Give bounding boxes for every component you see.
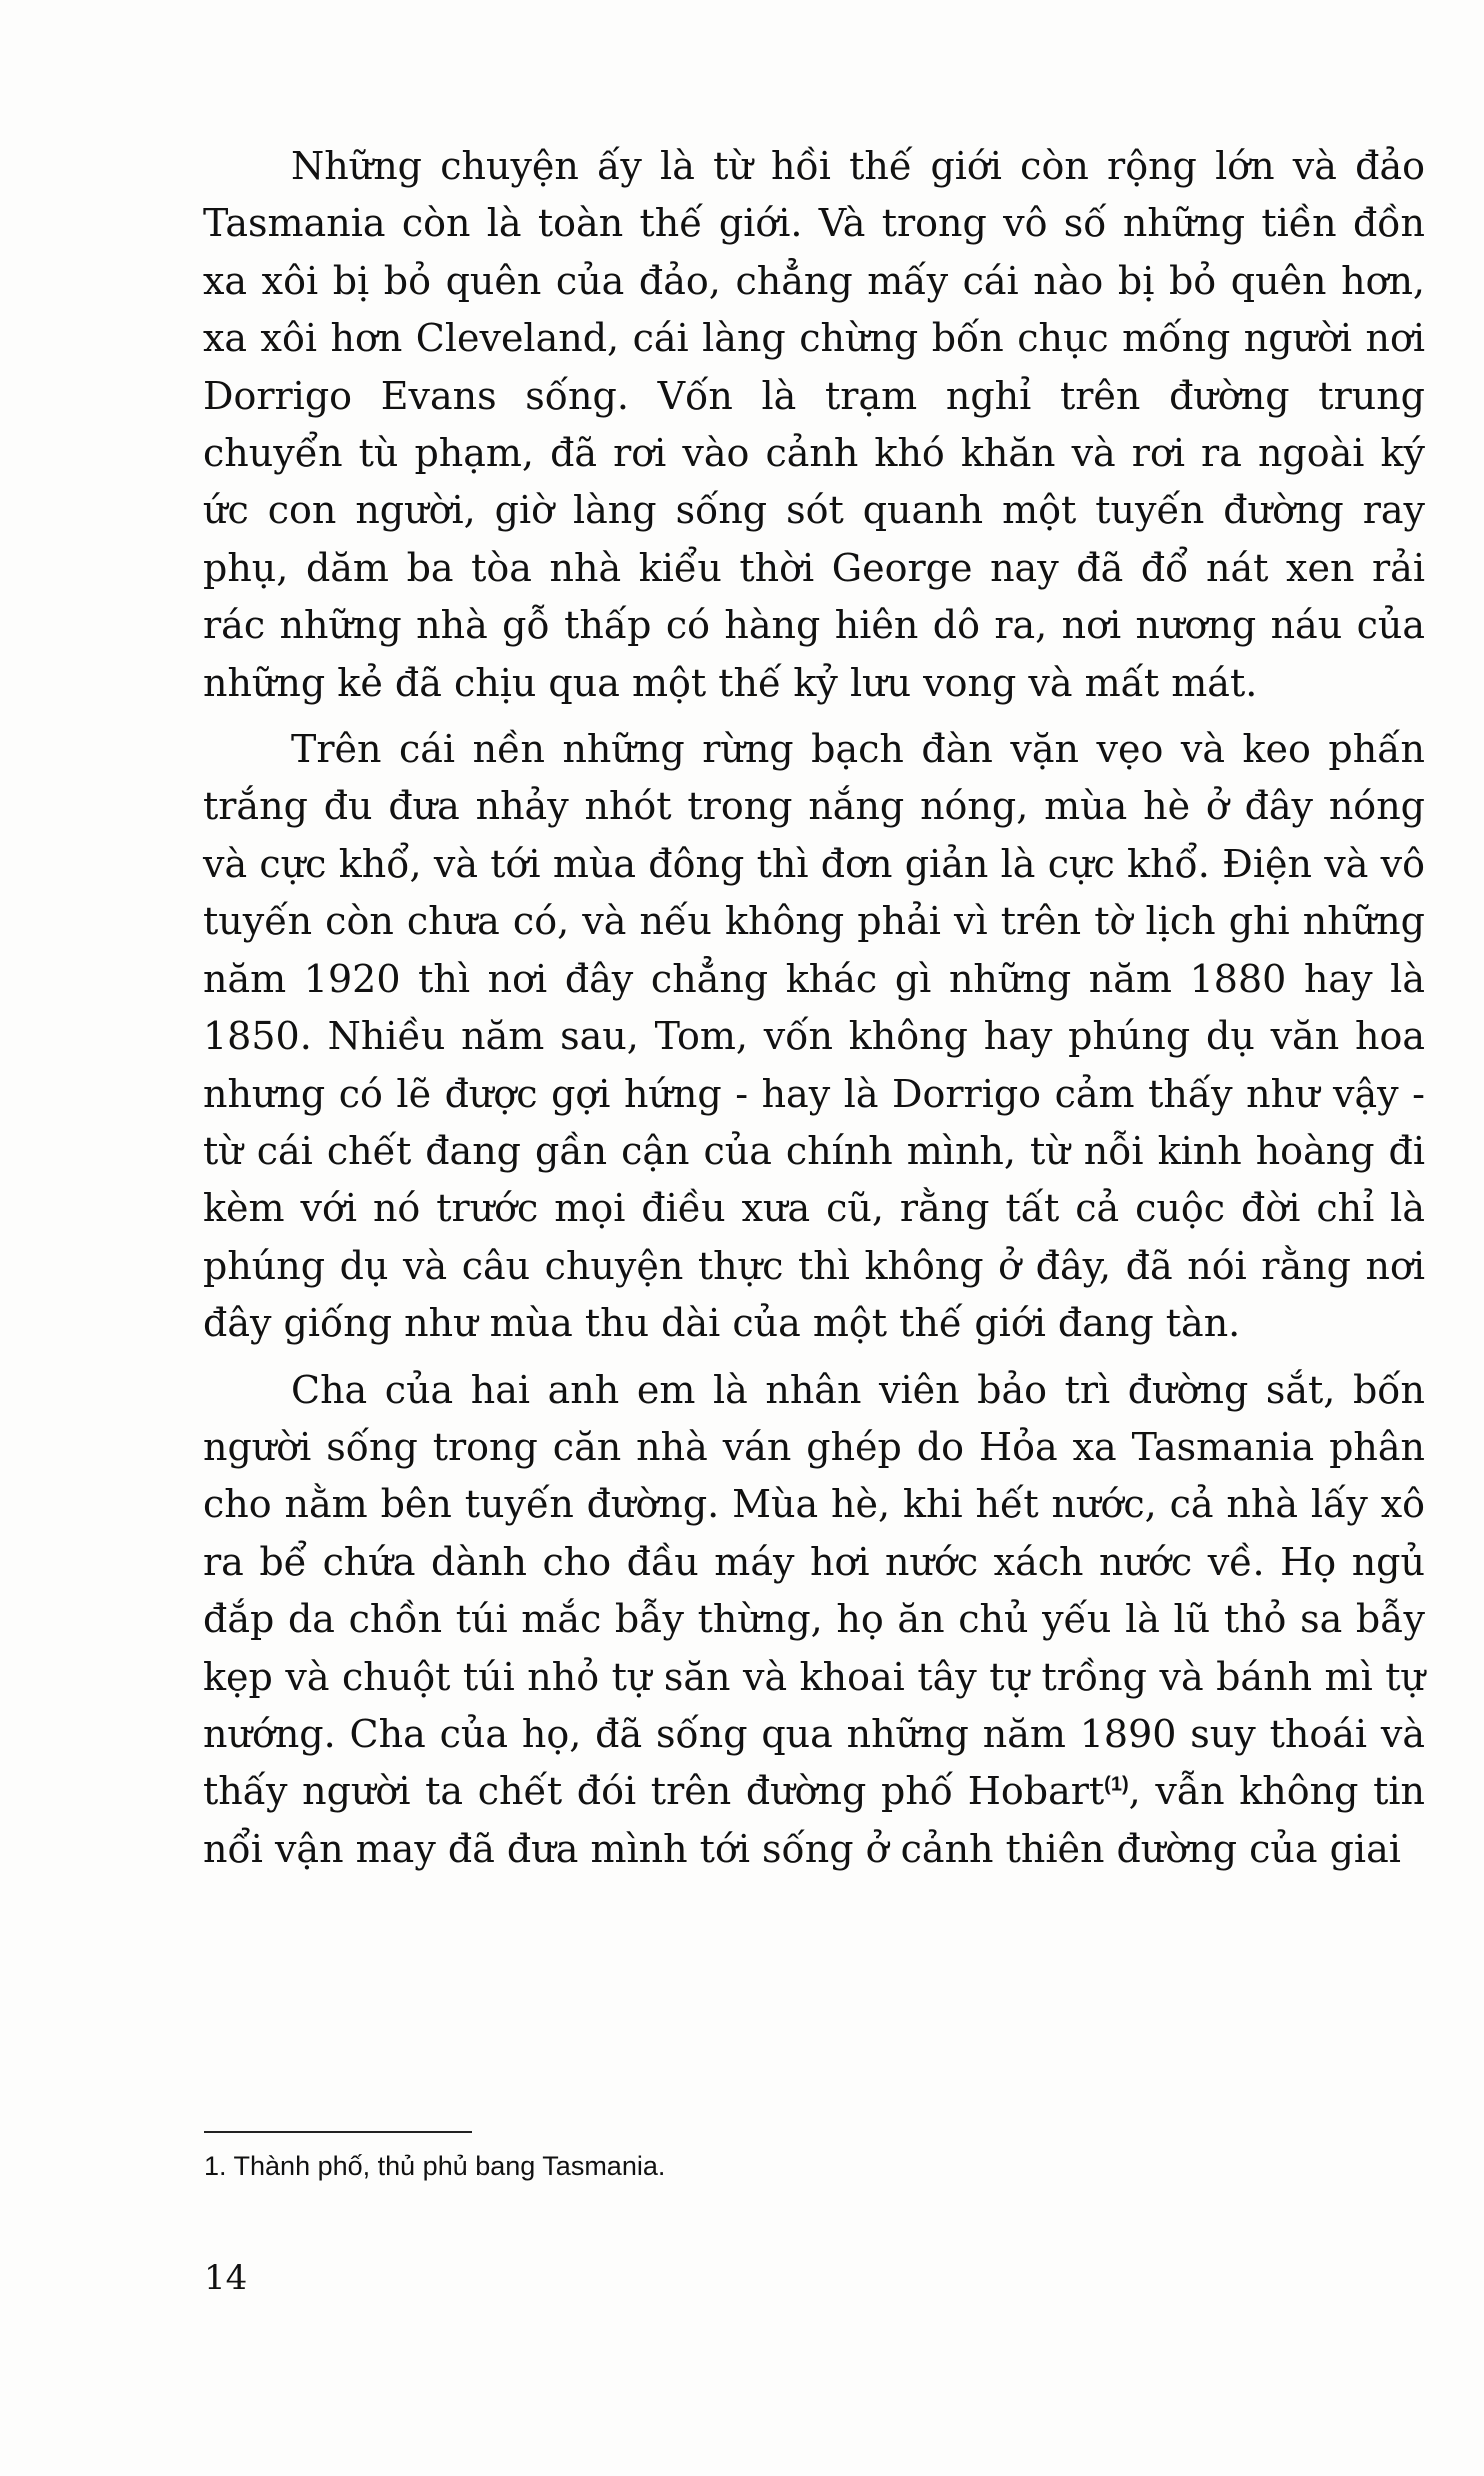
footnote: 1. Thành phố, thủ phủ bang Tasmania. <box>204 2151 666 2181</box>
paragraph-3-text-before: Cha của hai anh em là nhân viên bảo trì đường sắt, bốn người sống trong căn nhà ván ghép do Hỏa xa Tasmania phân cho nằm bên tuyến đường. Mùa hè, khi hết nước, cả nhà lấy xô ra bể chứa dành cho đầu máy hơi nước xách nước về. Họ ngủ đắp da chồn túi mắc bẫy thừng, họ ăn chủ yếu là lũ thỏ sa bẫy kẹp và chuột túi nhỏ tự săn và khoai tây tự trồng và bánh mì tự nướng. Cha của họ, đã sống qua những năm 1890 suy thoái và thấy người ta chết đói trên đường phố Hobart <box>203 1367 1425 1814</box>
footnote-divider <box>204 2131 472 2133</box>
paragraph-1: Những chuyện ấy là từ hồi thế giới còn rộng lớn và đảo Tasmania còn là toàn thế giới. Và trong vô số những tiền đồn xa xôi bị bỏ quên của đảo, chẳng mấy cái nào bị bỏ quên hơn, xa xôi hơn Cleveland, cái làng chừng bốn chục mống người nơi Dorrigo Evans sống. Vốn là trạm nghỉ trên đường trung chuyển tù phạm, đã rơi vào cảnh khó khăn và rơi ra ngoài ký ức con người, giờ làng sống sót quanh một tuyến đường ray phụ, dăm ba tòa nhà kiểu thời George nay đã đổ nát xen rải rác những nhà gỗ thấp có hàng hiên dô ra, nơi nương náu của những kẻ đã chịu qua một thế kỷ lưu vong và mất mát. <box>203 144 1425 705</box>
paragraph-2: Trên cái nền những rừng bạch đàn vặn vẹo và keo phấn trắng đu đưa nhảy nhót trong nắng nóng, mùa hè ở đây nóng và cực khổ, và tới mùa đông thì đơn giản là cực khổ. Điện và vô tuyến còn chưa có, và nếu không phải vì trên tờ lịch ghi những năm 1920 thì nơi đây chẳng khác gì những năm 1880 hay là 1850. Nhiều năm sau, Tom, vốn không hay phúng dụ văn hoa nhưng có lẽ được gợi hứng - hay là Dorrigo cảm thấy như vậy - từ cái chết đang gần cận của chính mình, từ nỗi kinh hoàng đi kèm với nó trước mọi điều xưa cũ, rằng tất cả cuộc đời chỉ là phúng dụ và câu chuyện thực thì không ở đây, đã nói rằng nơi đây giống như mùa thu dài của một thế giới đang tàn. <box>203 727 1425 1346</box>
footnote-marker: (1) <box>1104 1773 1129 1796</box>
paragraph-3-text-after: , vẫn không tin nổi vận may đã đưa mình tới sống ở cảnh thiên đường của giai <box>203 1769 1425 1871</box>
page-number: 14 <box>204 2258 248 2298</box>
body-text <box>203 138 1425 1887</box>
paragraph-3 <box>203 1362 1425 1879</box>
